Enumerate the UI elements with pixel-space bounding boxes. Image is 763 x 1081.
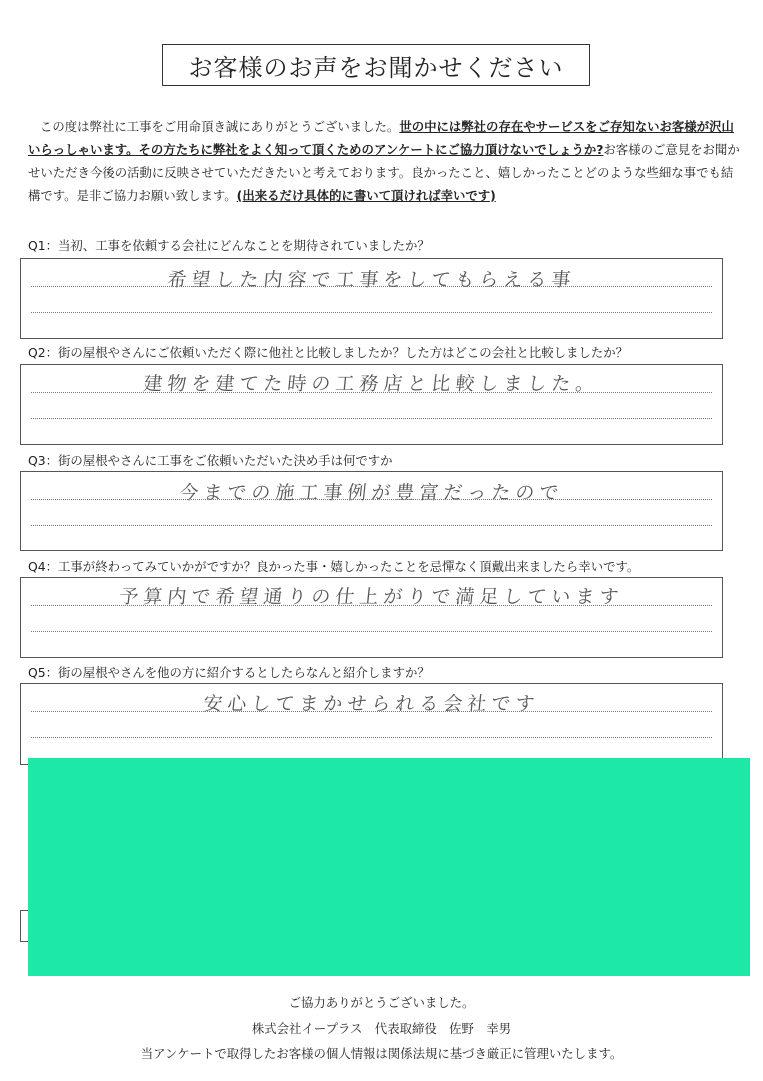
question-1-answer-box[interactable]: [20, 258, 723, 339]
intro-note: (出来るだけ具体的に書いて頂ければ幸いです): [236, 188, 496, 203]
ruled-line: [31, 312, 712, 313]
intro-body: お客様のご意見をお聞かせいただき今後の活動に反映させていただきたいと考えております。良かったこと、嬉しかったことどのような些細な事でも結構です。是非ご協力お願い致します。: [28, 142, 740, 203]
question-5-label: Q5：街の屋根やさんを他の方に紹介するとしたらなんと紹介しますか？: [28, 665, 430, 680]
ruled-line: [31, 392, 712, 393]
intro-request: 世の中には弊社の存在やサービスをご存知ないお客様が沢山いらっしゃいます。その方たちに弊社をよく知って頂くためのアンケートにご協力頂けないでしょうか?: [28, 119, 734, 157]
question-1-label: Q1：当初、工事を依頼する会社にどんなことを期待されていましたか？: [28, 238, 430, 253]
footer-company: 株式会社イープラス 代表取締役 佐野 幸男: [251, 1021, 512, 1036]
question-3-label: Q3：街の屋根やさんに工事をご依頼いただいた決め手は何ですか: [28, 453, 393, 468]
page-title: お客様のお声をお聞かせください: [162, 44, 590, 86]
ruled-line: [31, 605, 712, 606]
ruled-line: [31, 499, 712, 500]
ruled-line: [31, 286, 712, 287]
ruled-line: [31, 418, 712, 419]
question-5-answer-box[interactable]: [20, 683, 723, 765]
footer-thanks: ご協力ありがとうございました。: [288, 995, 475, 1010]
question-3-answer: 今までの施工事例が豊富だったので: [178, 482, 565, 504]
ruled-line: [31, 631, 712, 632]
ruled-line: [31, 525, 712, 526]
footer-privacy: 当アンケートで取得したお客様の個人情報は関係法規に基づき厳正に管理いたします。: [140, 1046, 623, 1061]
ruled-line: [31, 737, 712, 738]
question-5-answer: 安心してまかせられる会社です: [202, 693, 541, 715]
intro-greeting: この度は弊社に工事をご用命頂き誠にありがとうございました。: [40, 119, 400, 134]
ruled-line: [31, 711, 712, 712]
question-3-answer-box[interactable]: [20, 471, 723, 551]
question-2-answer-box[interactable]: [20, 364, 723, 445]
question-2-answer: 建物を建てた時の工務店と比較しました。: [142, 373, 601, 395]
question-4-label: Q4：工事が終わってみていかがですか？良かった事・嬉しかったことを忌憚なく頂戴出来ましたら幸いです。: [28, 559, 640, 574]
question-1-answer: 希望した内容で工事をしてもらえる事: [166, 269, 577, 291]
intro-paragraph: [28, 115, 740, 207]
question-4-answer-box[interactable]: [20, 577, 723, 658]
redaction-block: [28, 758, 750, 976]
question-4-answer: 予算内で希望通りの仕上がりで満足しています: [118, 586, 625, 608]
question-2-label: Q2：街の屋根やさんにご依頼いただく際に他社と比較しましたか？した方はどこの会社と比較しましたか？: [28, 345, 628, 360]
